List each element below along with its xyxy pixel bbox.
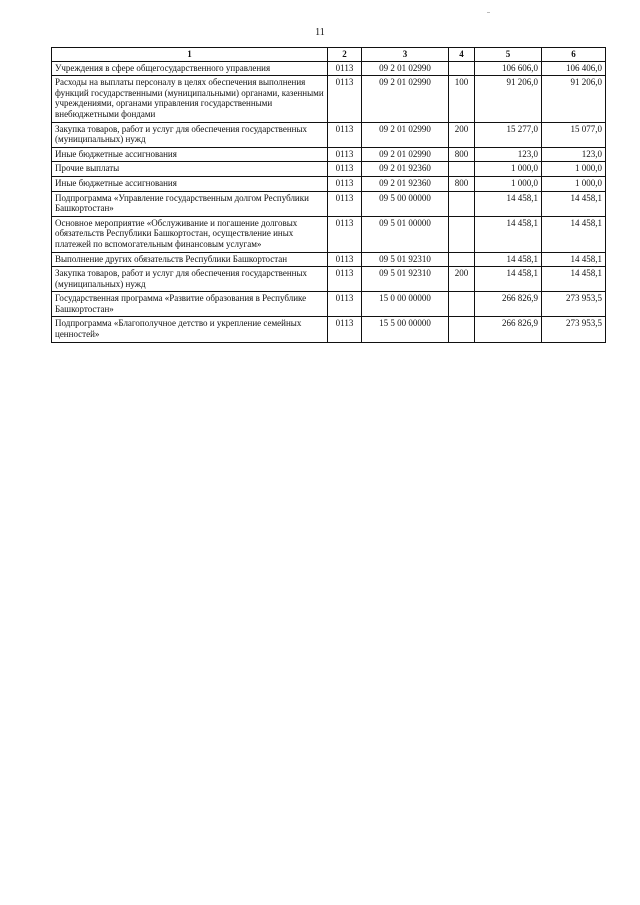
cell-section-code: 0113: [328, 252, 362, 267]
cell-expense-type: [449, 61, 475, 76]
table-row: [52, 76, 606, 122]
cell-amount-year-1: 14 458,1: [475, 191, 542, 216]
cell-target-article: 09 5 01 92310: [362, 252, 449, 267]
cell-expense-type: [449, 292, 475, 317]
header-cell-rz: 2: [328, 48, 362, 62]
cell-name: Государственная программа «Развитие образования в Республике Башкортостан»: [52, 292, 328, 317]
cell-expense-type: [449, 317, 475, 342]
cell-amount-year-2: 14 458,1: [542, 252, 606, 267]
cell-amount-year-2: 273 953,5: [542, 292, 606, 317]
cell-amount-year-2: 14 458,1: [542, 191, 606, 216]
cell-target-article: 09 5 01 00000: [362, 216, 449, 252]
header-cell-sum1: 5: [475, 48, 542, 62]
cell-section-code: 0113: [328, 122, 362, 147]
header-cell-vr: 4: [449, 48, 475, 62]
cell-name: Подпрограмма «Управление государственным долгом Республики Башкортостан»: [52, 191, 328, 216]
table-row: [52, 61, 606, 76]
cell-section-code: 0113: [328, 216, 362, 252]
cell-section-code: 0113: [328, 176, 362, 191]
cell-section-code: 0113: [328, 76, 362, 122]
cell-amount-year-2: 15 077,0: [542, 122, 606, 147]
cell-target-article: 09 2 01 02990: [362, 76, 449, 122]
cell-name: Основное мероприятие «Обслуживание и погашение долговых обязательств Республики Башкортостан, осуществление иных платежей по вспомогательным финансовым услугам»: [52, 216, 328, 252]
cell-amount-year-1: 266 826,9: [475, 317, 542, 342]
cell-amount-year-2: 123,0: [542, 147, 606, 162]
cell-target-article: 09 2 01 02990: [362, 147, 449, 162]
cell-amount-year-2: 14 458,1: [542, 267, 606, 292]
cell-expense-type: 200: [449, 267, 475, 292]
cell-expense-type: 800: [449, 176, 475, 191]
cell-amount-year-2: 1 000,0: [542, 162, 606, 177]
cell-expense-type: [449, 216, 475, 252]
header-cell-sum2: 6: [542, 48, 606, 62]
table-row: [52, 317, 606, 342]
table-row: [52, 267, 606, 292]
cell-section-code: 0113: [328, 191, 362, 216]
cell-name: Закупка товаров, работ и услуг для обеспечения государственных (муниципальных) нужд: [52, 267, 328, 292]
cell-amount-year-1: 123,0: [475, 147, 542, 162]
cell-expense-type: [449, 252, 475, 267]
cell-amount-year-1: 1 000,0: [475, 162, 542, 177]
cell-name: Учреждения в сфере общегосударственного управления: [52, 61, 328, 76]
cell-name: Иные бюджетные ассигнования: [52, 147, 328, 162]
table-row: [52, 176, 606, 191]
cell-target-article: 15 5 00 00000: [362, 317, 449, 342]
cell-section-code: 0113: [328, 292, 362, 317]
cell-name: Выполнение других обязательств Республики Башкортостан: [52, 252, 328, 267]
cell-amount-year-1: 14 458,1: [475, 267, 542, 292]
cell-section-code: 0113: [328, 162, 362, 177]
cell-expense-type: [449, 162, 475, 177]
page-number: 11: [315, 27, 325, 38]
cell-name: Подпрограмма «Благополучное детство и укрепление семейных ценностей»: [52, 317, 328, 342]
budget-table: [51, 47, 606, 343]
budget-table-body: [52, 48, 606, 343]
scan-speck: [487, 12, 490, 13]
cell-amount-year-2: 1 000,0: [542, 176, 606, 191]
cell-amount-year-1: 14 458,1: [475, 252, 542, 267]
cell-name: Закупка товаров, работ и услуг для обеспечения государственных (муниципальных) нужд: [52, 122, 328, 147]
table-header-row: [52, 48, 606, 62]
cell-name: Расходы на выплаты персоналу в целях обеспечения выполнения функций государственными (муниципальными) органами, казенными учреждениями, органами управления государственными внебюджетными фондами: [52, 76, 328, 122]
table-row: [52, 122, 606, 147]
table-row: [52, 162, 606, 177]
cell-amount-year-2: 273 953,5: [542, 317, 606, 342]
cell-amount-year-1: 15 277,0: [475, 122, 542, 147]
cell-section-code: 0113: [328, 267, 362, 292]
cell-section-code: 0113: [328, 147, 362, 162]
table-row: [52, 292, 606, 317]
cell-expense-type: 200: [449, 122, 475, 147]
cell-target-article: 09 2 01 02990: [362, 61, 449, 76]
cell-target-article: 09 2 01 92360: [362, 162, 449, 177]
cell-expense-type: 800: [449, 147, 475, 162]
cell-section-code: 0113: [328, 317, 362, 342]
cell-expense-type: [449, 191, 475, 216]
cell-amount-year-1: 1 000,0: [475, 176, 542, 191]
cell-name: Иные бюджетные ассигнования: [52, 176, 328, 191]
cell-section-code: 0113: [328, 61, 362, 76]
cell-target-article: 09 5 01 92310: [362, 267, 449, 292]
cell-amount-year-1: 106 606,0: [475, 61, 542, 76]
cell-amount-year-2: 106 406,0: [542, 61, 606, 76]
table-row: [52, 147, 606, 162]
cell-target-article: 15 0 00 00000: [362, 292, 449, 317]
cell-target-article: 09 2 01 02990: [362, 122, 449, 147]
cell-expense-type: 100: [449, 76, 475, 122]
cell-amount-year-1: 266 826,9: [475, 292, 542, 317]
header-cell-name: 1: [52, 48, 328, 62]
table-row: [52, 216, 606, 252]
cell-amount-year-2: 14 458,1: [542, 216, 606, 252]
cell-target-article: 09 2 01 92360: [362, 176, 449, 191]
cell-amount-year-1: 91 206,0: [475, 76, 542, 122]
table-row: [52, 252, 606, 267]
header-cell-csr: 3: [362, 48, 449, 62]
table-row: [52, 191, 606, 216]
cell-target-article: 09 5 00 00000: [362, 191, 449, 216]
cell-amount-year-1: 14 458,1: [475, 216, 542, 252]
cell-amount-year-2: 91 206,0: [542, 76, 606, 122]
cell-name: Прочие выплаты: [52, 162, 328, 177]
